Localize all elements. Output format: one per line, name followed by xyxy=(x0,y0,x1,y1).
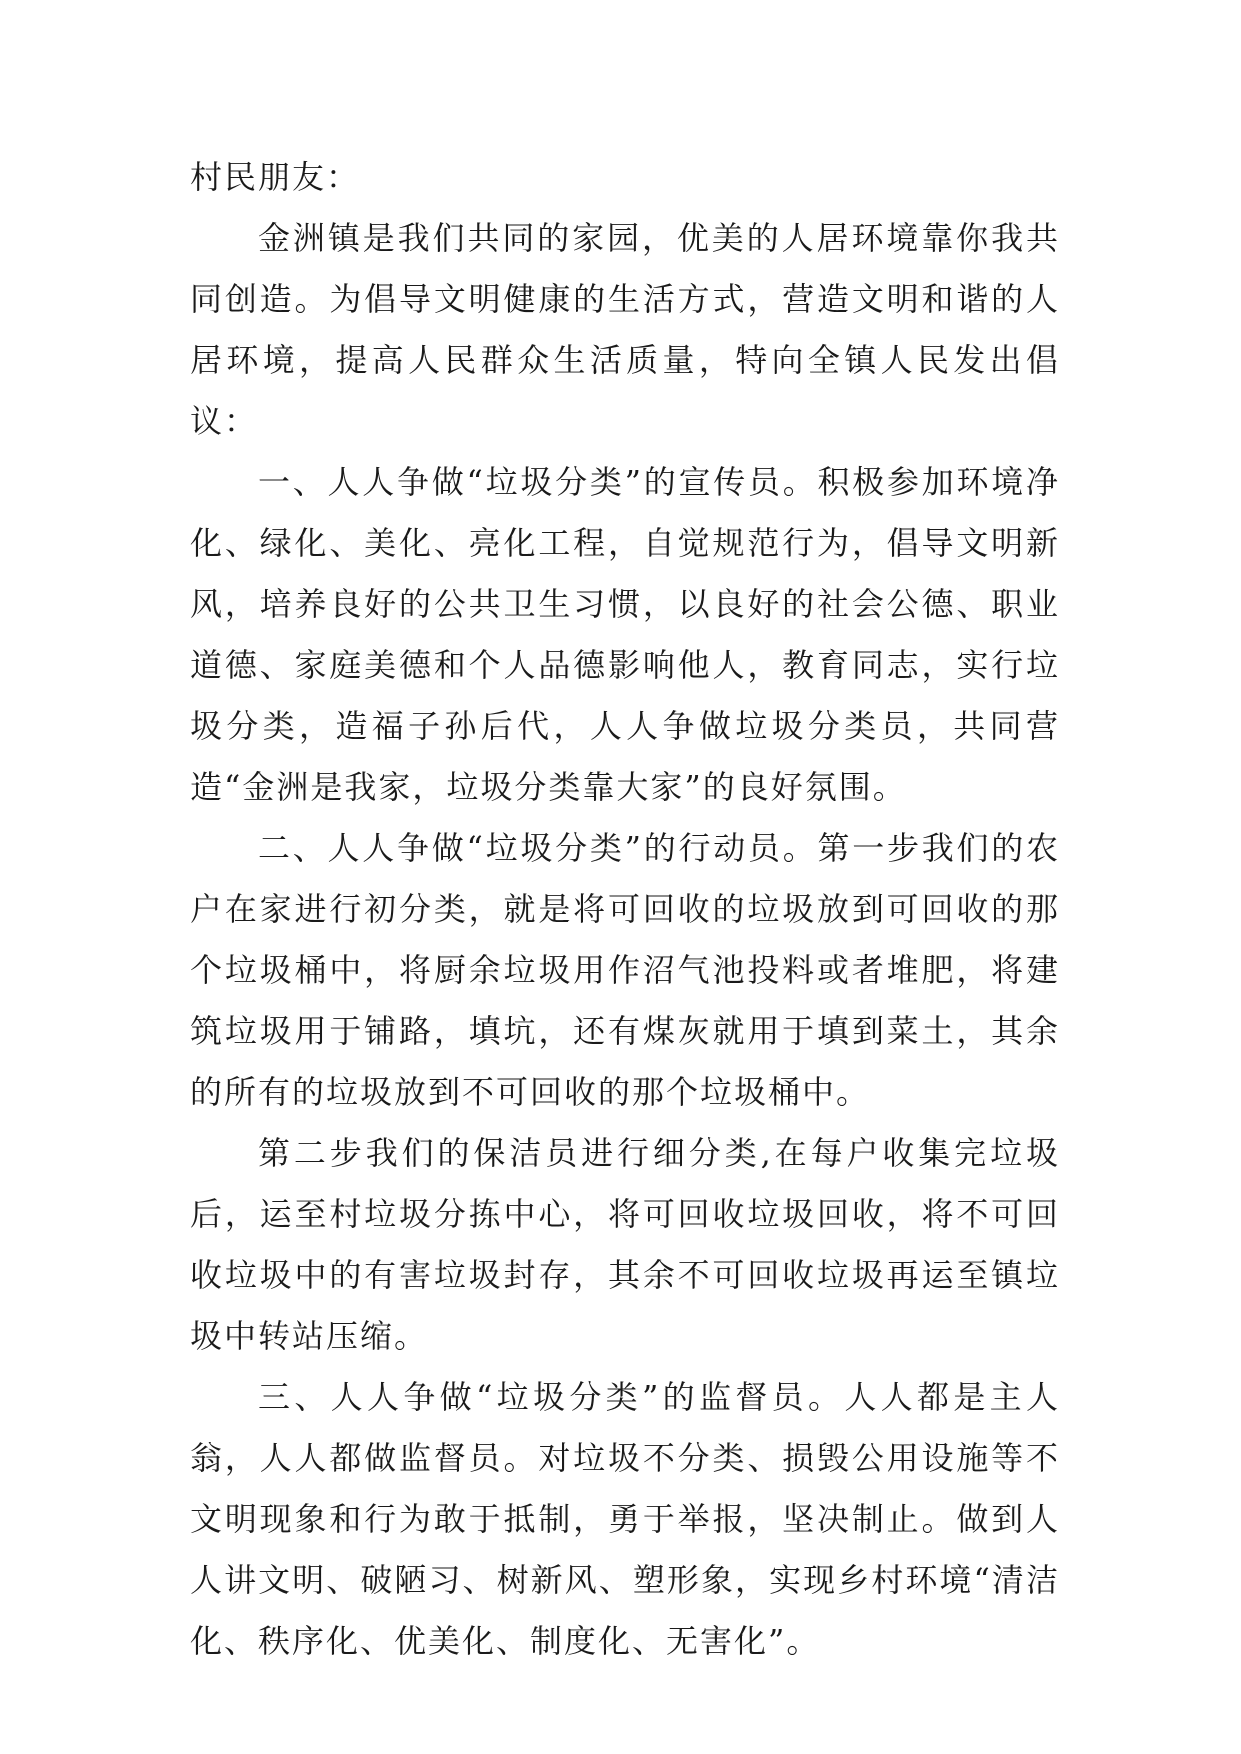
paragraph-actor: 二、人人争做“垃圾分类”的行动员。第一步我们的农户在家进行初分类，就是将可回收的垃圾放到可回收的那个垃圾桶中，将厨余垃圾用作沼气池投料或者堆肥，将建筑垃圾用于铺路，填坑，还有煤灰就用于填到菜土，其余的所有的垃圾放到不可回收的那个垃圾桶中。 xyxy=(190,829,1060,1111)
paragraph-supervisor: 三、人人争做“垃圾分类”的监督员。人人都是主人翁，人人都做监督员。对垃圾不分类、损毁公用设施等不文明现象和行为敢于抵制，勇于举报，坚决制止。做到人人讲文明、破陋习、树新风、塑形象，实现乡村环境“清洁化、秩序化、优美化、制度化、无害化”。 xyxy=(190,1378,1060,1660)
document-body xyxy=(190,147,1060,1672)
paragraph-intro: 金洲镇是我们共同的家园，优美的人居环境靠你我共同创造。为倡导文明健康的生活方式，营造文明和谐的人居环境，提高人民群众生活质量，特向全镇人民发出倡议： xyxy=(190,219,1060,440)
paragraph-second-step: 第二步我们的保洁员进行细分类,在每户收集完垃圾后，运至村垃圾分拣中心，将可回收垃圾回收，将不可回收垃圾中的有害垃圾封存，其余不可回收垃圾再运至镇垃圾中转站压缩。 xyxy=(190,1134,1060,1355)
paragraph-propagandist: 一、人人争做“垃圾分类”的宣传员。积极参加环境净化、绿化、美化、亮化工程，自觉规范行为，倡导文明新风，培养良好的公共卫生习惯，以良好的社会公德、职业道德、家庭美德和个人品德影响他人，教育同志，实行垃圾分类，造福子孙后代，人人争做垃圾分类员，共同营造“金洲是我家，垃圾分类靠大家”的良好氛围。 xyxy=(190,463,1060,806)
salutation: 村民朋友： xyxy=(190,158,361,196)
